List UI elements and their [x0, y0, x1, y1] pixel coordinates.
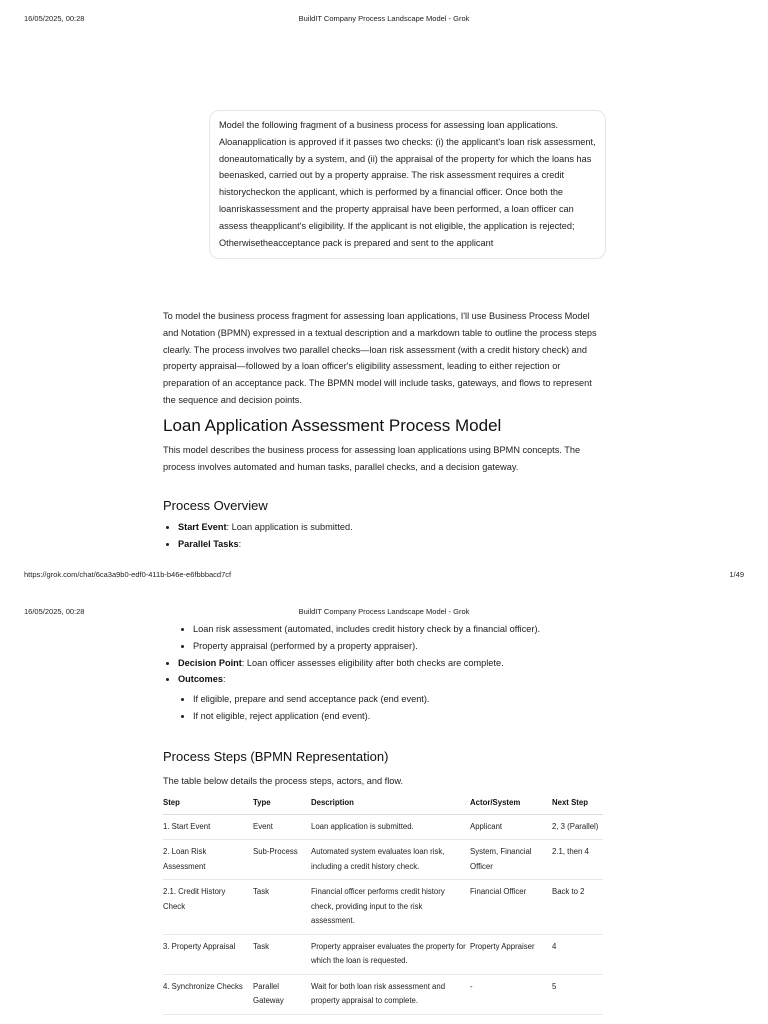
list-item [178, 655, 603, 672]
list-item-label: Outcomes [178, 674, 223, 685]
overview-heading: Process Overview [163, 498, 268, 514]
table-row [163, 814, 603, 840]
list-item [178, 519, 603, 536]
parallel-tasks-list [178, 621, 603, 655]
table-cell: 4 [552, 934, 603, 974]
table-header-row [163, 792, 603, 815]
table-cell: - [470, 974, 552, 1014]
table-cell: Property appraiser evaluates the property for which the loan is requested. [311, 934, 470, 974]
process-steps-table [163, 792, 603, 1015]
table-row [163, 934, 603, 974]
column-header: Type [253, 792, 311, 815]
table-cell: 2. Loan Risk Assessment [163, 840, 253, 880]
column-header: Description [311, 792, 470, 815]
intro-paragraph: To model the business process fragment for assessing loan applications, I'll use Business Process Model and Notation (BPMN) expressed in a textual description and a markdown table to outline the process steps clearly. The process involves two parallel checks—loan risk assessment (with a credit history check) and property appraisal—followed by a loan officer's eligibility assessment, leading to either rejection or preparation of an acceptance pack. The BPMN model will include tasks, gateways, and flows to represent the sequence and decision points. [163, 311, 597, 405]
list-item: • Loan risk assessment (automated, includes credit history check by a financial officer). [193, 621, 603, 638]
column-header: Step [163, 792, 253, 815]
page-number: 1/49 [729, 570, 744, 579]
list-item-label: Start Event [178, 522, 227, 533]
print-url: https://grok.com/chat/6ca3a9b0-edf0-411b-b46e-e6fbbbacd7cf [24, 570, 232, 579]
table-cell: 2.1, then 4 [552, 840, 603, 880]
page-header [0, 607, 768, 619]
list-item-text: : Loan application is submitted. [226, 522, 353, 533]
table-cell: System, Financial Officer [470, 840, 552, 880]
list-item-label: Decision Point [178, 657, 242, 668]
table-cell: Wait for both loan risk assessment and property appraisal to complete. [311, 974, 470, 1014]
table-cell: 1. Start Event [163, 814, 253, 840]
table-cell: Loan application is submitted. [311, 814, 470, 840]
column-header: Actor/System [470, 792, 552, 815]
description-paragraph: This model describes the business process for assessing loan applications using BPMN concepts. The process involves automated and human tasks, parallel checks, and a decision gateway. [163, 444, 581, 472]
print-title: BuildIT Company Process Landscape Model - Grok [298, 14, 470, 23]
overview-list [163, 519, 603, 553]
table-cell: Financial officer performs credit history check, providing input to the risk assessment. [311, 880, 470, 935]
table-cell: Parallel Gateway [253, 974, 311, 1014]
table-cell: Applicant [470, 814, 552, 840]
list-item-text: : [238, 539, 242, 550]
print-date: 16/05/2025, 00:28 [24, 607, 85, 616]
table-cell: 4. Synchronize Checks [163, 974, 253, 1014]
list-item-text: : [222, 674, 226, 685]
overview-list-continued [163, 621, 603, 725]
list-item: • If eligible, prepare and send acceptance pack (end event). [193, 691, 603, 708]
table-cell: 3. Property Appraisal [163, 934, 253, 974]
steps-heading: Process Steps (BPMN Representation) [163, 748, 389, 764]
table-cell: Task [253, 934, 311, 974]
steps-intro: The table below details the process steps, actors, and flow. [163, 775, 404, 786]
list-item [178, 621, 603, 655]
print-title: BuildIT Company Process Landscape Model - Grok [298, 607, 470, 616]
table-row [163, 840, 603, 880]
table-cell: Task [253, 880, 311, 935]
print-date: 16/05/2025, 00:28 [24, 14, 85, 23]
table-row [163, 974, 603, 1014]
table-cell: Back to 2 [552, 880, 603, 935]
table-cell: 2, 3 (Parallel) [552, 814, 603, 840]
table-row [163, 880, 603, 935]
user-prompt-text: Model the following fragment of a business process for assessing loan applications. Aloanapplication is approved if it passes two checks: (i) the applicant's loan risk assessment, doneautomatically by a system, and (ii) the appraisal of the property for which the loans has beenasked, carried out by a property appraise. The risk assessment requires a credit historycheckon the applicant, which is performed by a financial officer. Once both the loanriskassessment and the property appraisal have been performed, a loan officer can assess theapplicant's eligibility. If the applicant is not eligible, the application is rejected; Otherwisetheacceptance pack is prepared and sent to the applicant [219, 120, 596, 248]
table-cell: Automated system evaluates loan risk, including a credit history check. [311, 840, 470, 880]
outcomes-list [178, 691, 603, 725]
page-header [0, 14, 768, 26]
list-item: • Property appraisal (performed by a property appraiser). [193, 638, 603, 655]
table-cell: Sub-Process [253, 840, 311, 880]
list-item-label: Parallel Tasks [178, 539, 239, 550]
table-cell: 2.1. Credit History Check [163, 880, 253, 935]
list-item [178, 536, 603, 553]
user-prompt-bubble [209, 110, 606, 259]
main-heading: Loan Application Assessment Process Model [163, 415, 502, 435]
column-header: Next Step [552, 792, 603, 815]
response-content [163, 308, 603, 553]
table-cell: Event [253, 814, 311, 840]
table-cell: Financial Officer [470, 880, 552, 935]
list-item [178, 671, 603, 724]
response-content-continued [163, 621, 603, 1015]
table-cell: 5 [552, 974, 603, 1014]
list-item-text: : Loan officer assesses eligibility after both checks are complete. [241, 657, 504, 668]
list-item: • If not eligible, reject application (end event). [193, 708, 603, 725]
table-cell: Property Appraiser [470, 934, 552, 974]
